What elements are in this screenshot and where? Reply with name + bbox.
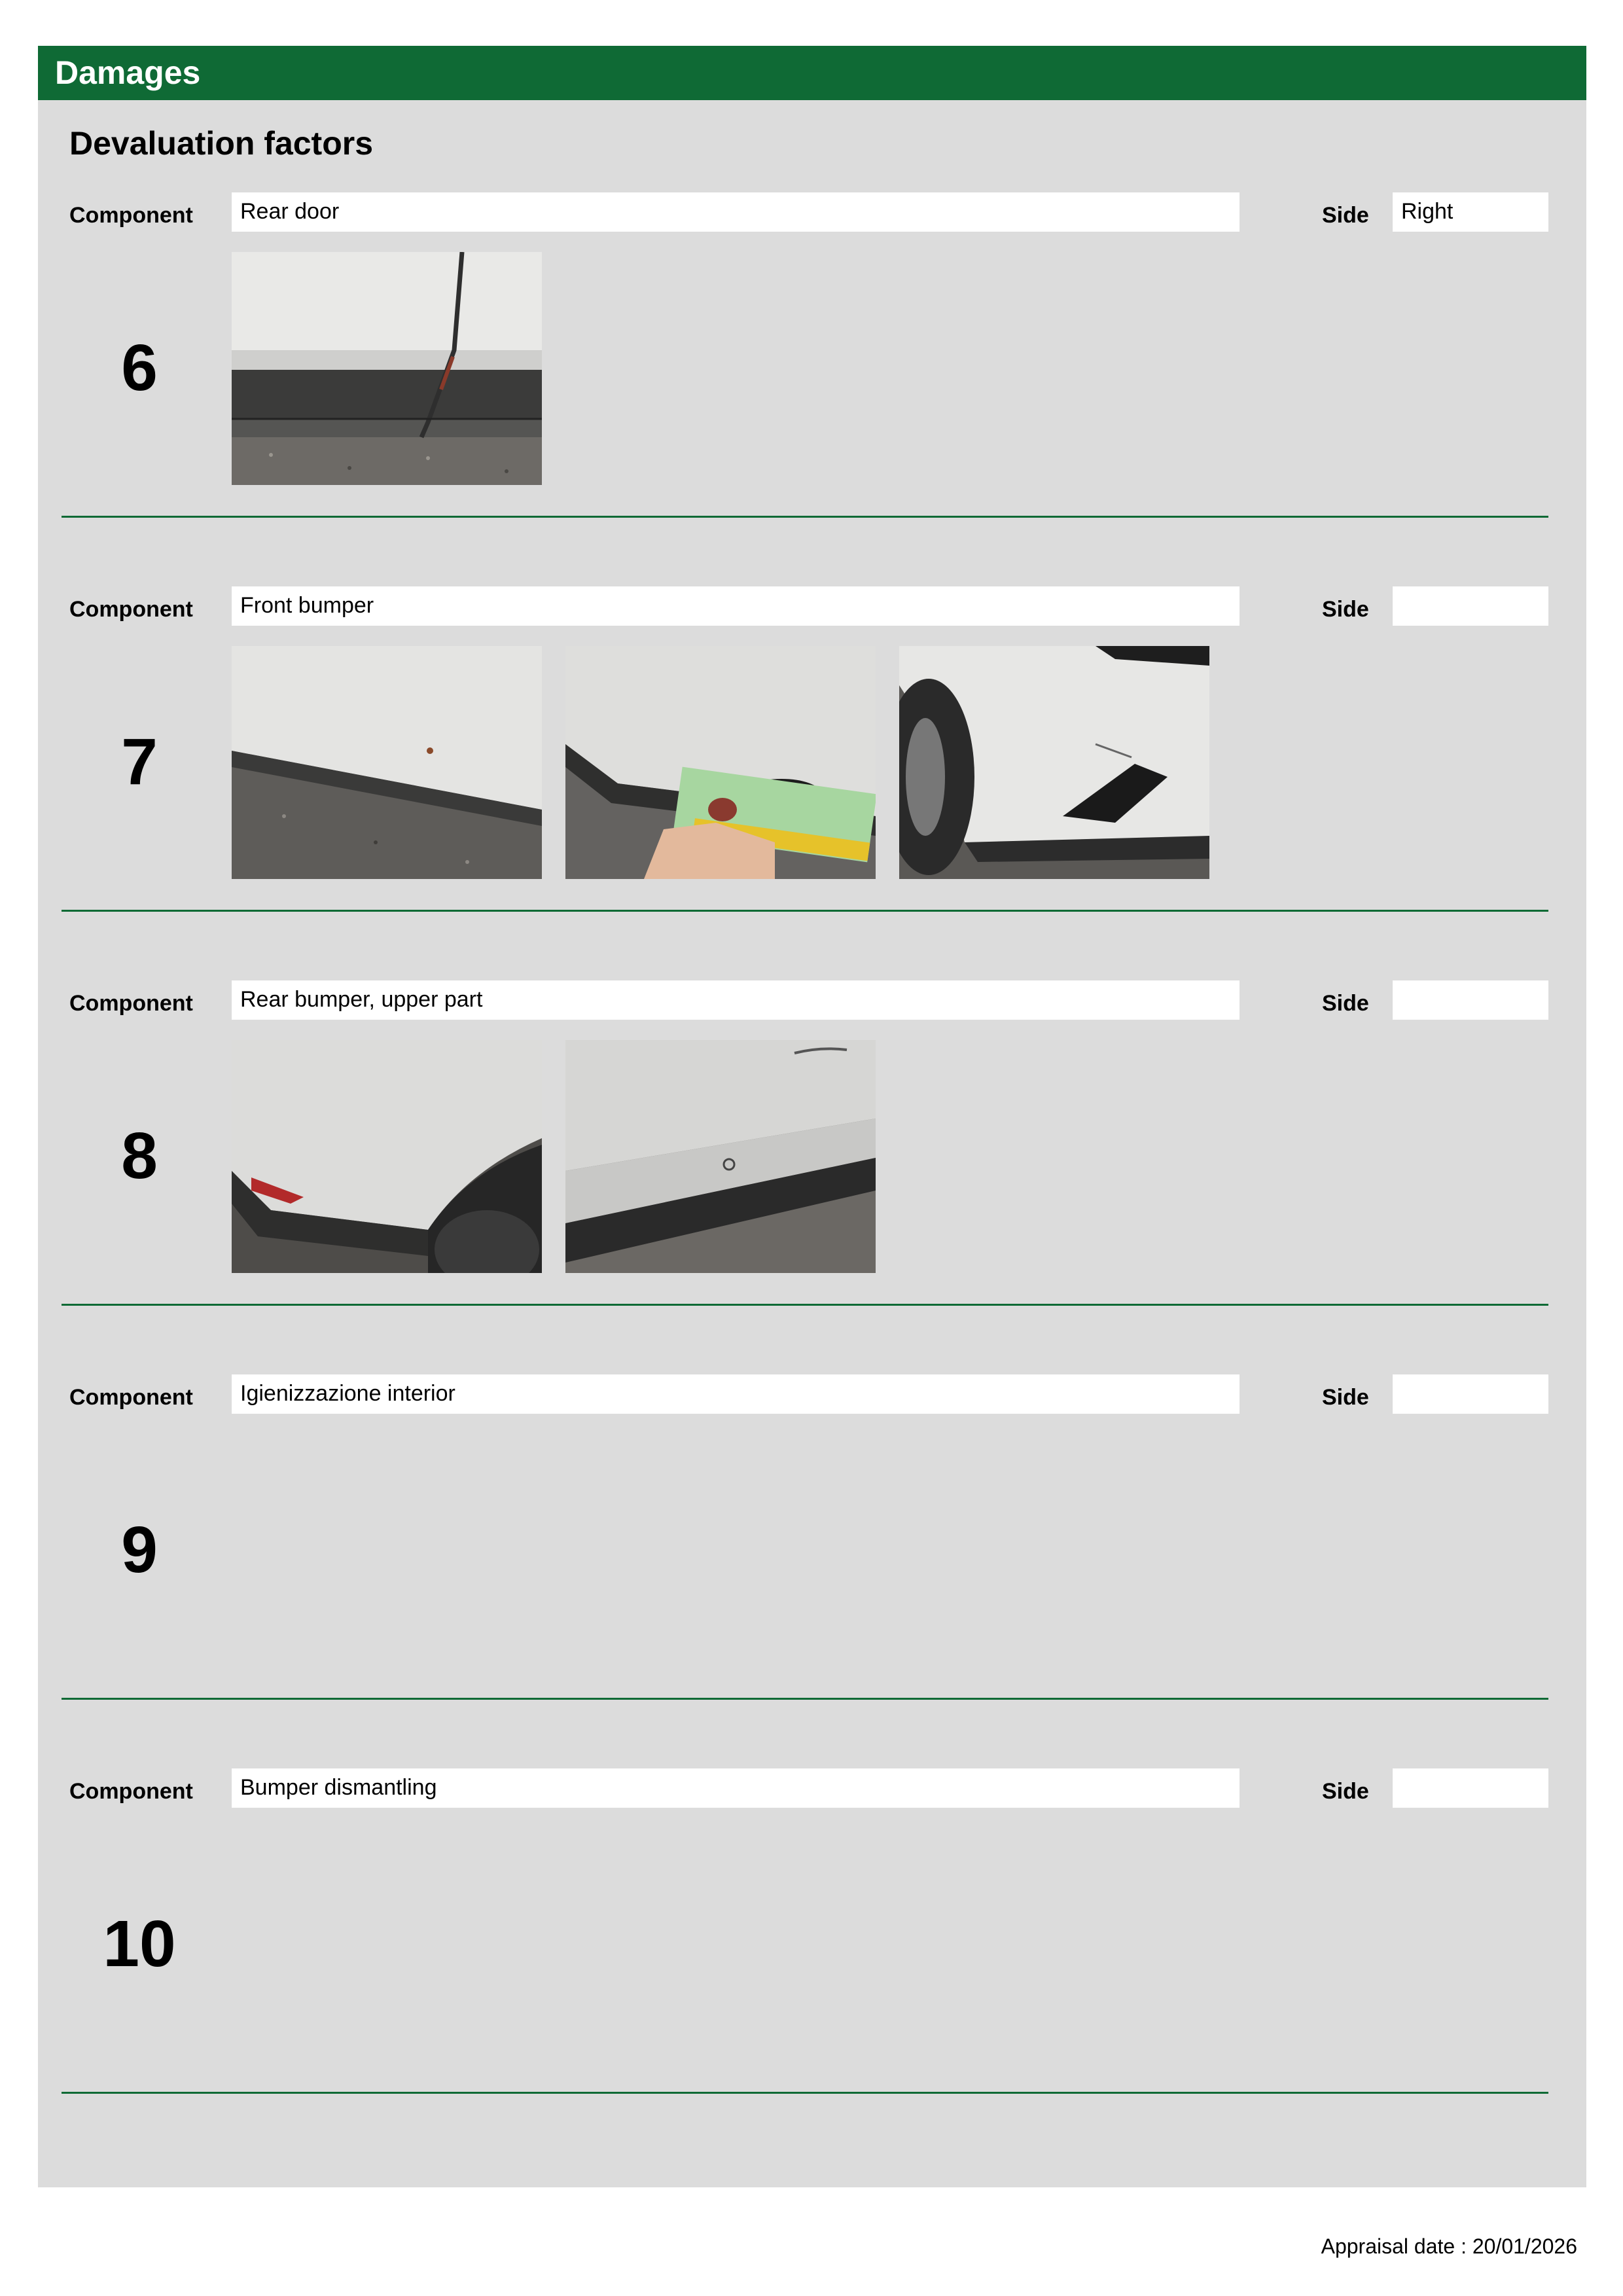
component-label: Component (69, 991, 193, 1016)
damage-photo[interactable] (232, 252, 542, 485)
damage-number: 9 (121, 1513, 158, 1587)
side-field (1393, 980, 1548, 1020)
damage-photo[interactable] (565, 1040, 876, 1273)
damage-number: 8 (121, 1119, 158, 1193)
side-label: Side (1322, 597, 1369, 622)
side-field (1393, 1768, 1548, 1808)
component-field: Rear bumper, upper part (232, 980, 1240, 1020)
side-label: Side (1322, 1385, 1369, 1410)
damage-item-10 (62, 1753, 1548, 2147)
damage-photo[interactable] (565, 646, 876, 879)
side-label: Side (1322, 1779, 1369, 1804)
damage-item-7 (62, 571, 1548, 965)
appraisal-date: Appraisal date : 20/01/2026 (1321, 2234, 1577, 2258)
section-divider (62, 2092, 1548, 2094)
damage-photo[interactable] (232, 646, 542, 879)
damage-number: 10 (103, 1907, 176, 1981)
component-field: Front bumper (232, 586, 1240, 626)
side-label: Side (1322, 991, 1369, 1016)
component-field: Rear door (232, 192, 1240, 232)
component-label: Component (69, 1779, 193, 1804)
damage-item-9 (62, 1359, 1548, 1753)
damage-photo[interactable] (899, 646, 1209, 879)
damage-number: 7 (121, 725, 158, 798)
component-label: Component (69, 597, 193, 622)
damage-number: 6 (121, 331, 158, 404)
damage-photo[interactable] (232, 1040, 542, 1273)
component-field: Igienizzazione interior (232, 1374, 1240, 1414)
damage-item-6 (62, 177, 1548, 571)
section-divider (62, 1698, 1548, 1700)
side-label: Side (1322, 203, 1369, 228)
side-field: Right (1393, 192, 1548, 232)
side-field (1393, 586, 1548, 626)
section-divider (62, 1304, 1548, 1306)
component-field: Bumper dismantling (232, 1768, 1240, 1808)
section-divider (62, 516, 1548, 518)
damages-header: Damages (38, 46, 1586, 100)
component-label: Component (69, 1385, 193, 1410)
section-title: Devaluation factors (69, 125, 374, 162)
side-field (1393, 1374, 1548, 1414)
damage-item-8 (62, 965, 1548, 1359)
section-divider (62, 910, 1548, 912)
component-label: Component (69, 203, 193, 228)
